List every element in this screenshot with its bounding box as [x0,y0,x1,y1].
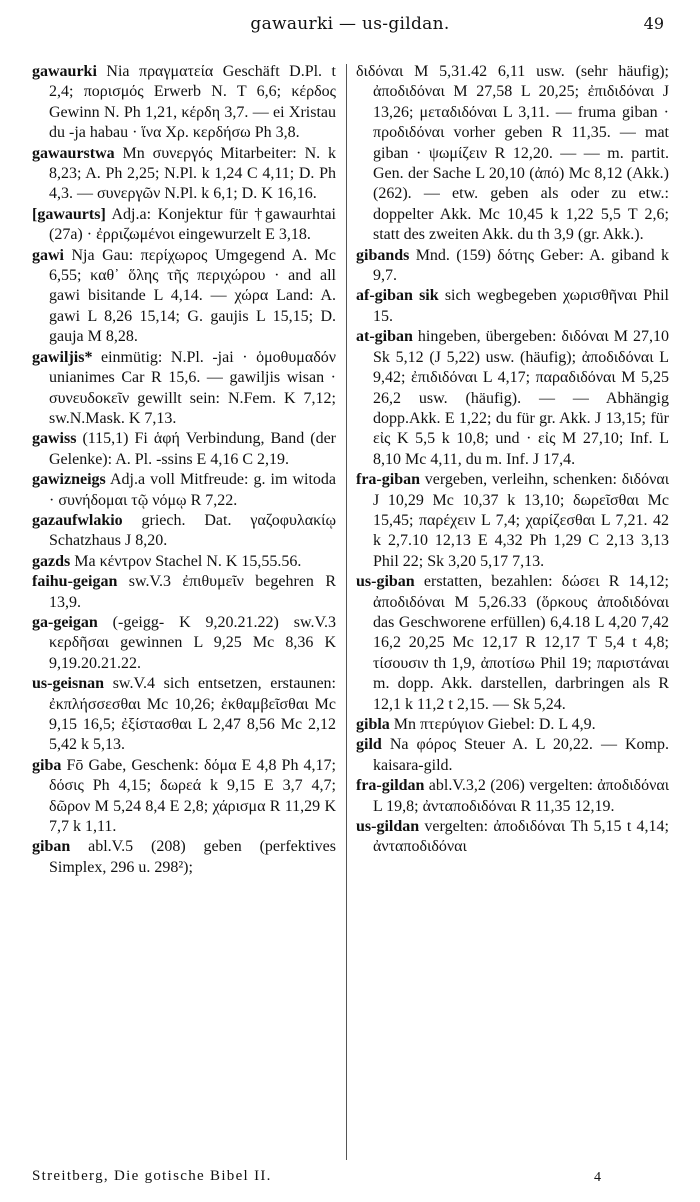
footer-signature: Streitberg, Die gotische Bibel II. [32,1168,272,1184]
entry-text: abl.V.5 (208) geben (perfektives Simplex, 296 u. 298²); [49,838,336,876]
headword: gawizneigs [32,471,106,489]
headword: faihu-geigan [32,573,118,591]
entry-text: vergelten: ἀποδιδόναι Th 5,15 t 4,14; ἀνταποδιδόναι [373,818,669,856]
dictionary-entry [32,348,336,430]
headword: ga-geigan [32,613,98,631]
dictionary-entry [356,572,669,715]
dictionary-entry [356,327,669,470]
headword: us-giban [356,573,415,591]
headword: us-geisnan [32,675,105,693]
headword: gawaurstwa [32,144,115,162]
headword: gild [356,736,382,754]
headword: [gawaurts] [32,205,106,223]
entry-text: vergeben, verleihn, schenken: διδόναι J 10,29 Mc 10,37 k 13,10; δωρεῖσθαι Mc 15,45; παρέχειν L 7,4; χαρίζεσθαι L 7,21. 42 k 2,7.10 12,13 E 4,32 Ph 1,29 C 2,13 3,13 Phil 22; Sk 3,20 5,17 7,13. [373,471,669,570]
entry-text: Adj.a voll Mitfreude: g. im witoda · συνήδομαι τῷ νόμῳ R 7,22. [49,471,336,509]
column-divider [346,64,347,1160]
entry-text: abl.V.3,2 (206) vergelten: ἀποδιδόναι L 19,8; ἀνταποδιδόναι R 11,35 12,19. [373,777,669,815]
dictionary-entry [356,286,669,327]
headword: giba [32,756,62,774]
dictionary-entry [356,715,669,735]
headword: gibands [356,246,410,264]
dictionary-entry [32,62,336,144]
headword: gazaufwlakio [32,511,123,529]
dictionary-entry [356,735,669,776]
headword: giban [32,838,71,856]
entry-text: Nia πραγματεία Geschäft D.Pl. t 2,4; πορισμός Erwerb N. T 6,6; κέρδος Gewinn N. Ph 1,21, κέρδη 3,7. — ei Xristau du -ja habau · ἵνα Χρ. κερδήσω Ph 3,8. [49,63,336,142]
entry-text: (-geigg- K 9,20.21.22) sw.V.3 κερδῆσαι gewinnen L 9,25 Mc 8,36 K 9,19.20.21.22. [49,613,336,672]
running-head [0,14,700,38]
dictionary-entry [32,837,336,878]
entry-text: sw.V.4 sich entsetzen, erstaunen: ἐκπλήσσεσθαι Mc 10,26; ἐκθαμβεῖσθαι Mc 9,15 16,5; ἐξίστασθαι L 2,47 8,56 Mc 2,12 5,42 k 5,13. [49,675,336,754]
dictionary-entry [356,776,669,817]
entry-text: Adj.a: Konjektur für †gawaurhtai (27a) · ἐρριζωμένοι eingewurzelt E 3,18. [49,205,336,244]
dictionary-entry [32,246,336,348]
headword: gawi [32,246,64,264]
entry-text: Mnd. (159) δότης Geber: A. giband k 9,7. [373,246,669,285]
entry-text: διδόναι M 5,31.42 6,11 usw. (sehr häufig); ἀποδιδόναι M 27,58 L 20,25; ἐπιδιδόναι J 13,26; μεταδιδόναι L 3,11. — fruma giban · προδιδόναι vorher geben R 11,35. — mat giban · ψωμίζειν R 12,20. — — m. partit. Gen. der Sache L 20,10 (ἀπό) Mc 8,12 (Akk.) (262). — etw. geben als oder zu etw.: doppelter Akk. Mc 10,45 k 1,22 5,5 T 2,6; statt des zweiten Akk. du th 3,9 (gr. Akk.). [356,63,669,244]
dictionary-entry-continued [356,62,669,246]
entry-text: Nja Gau: περίχωρος Umgegend A. Mc 6,55; καθ᾽ ὅλης τῆς περιχώρου · and all gawi bisitande L 4,14. — χώρα Land: A. gawi L 8,26 15,14; G. gaujis L 15,15; D. gauja M 8,28. [49,246,336,346]
dictionary-entry [32,205,336,246]
headword: gawiljis* [32,348,93,366]
dictionary-entry [32,552,336,572]
dictionary-entry [32,674,336,756]
dictionary-entry [356,817,669,858]
headword: gawiss [32,430,77,448]
headword: fra-gildan [356,777,425,795]
headword: gazds [32,552,71,570]
headword: gawaurki [32,63,97,80]
sheet-number: 4 [594,1170,601,1185]
headword: af-giban sik [356,287,439,305]
left-column [32,62,336,878]
right-column [356,62,669,858]
entry-text: sich wegbegeben χωρισθῆναι Phil 15. [373,287,669,325]
dictionary-entry [32,511,336,552]
page-title: gawaurki — us-gildan. [250,14,450,34]
entry-text: Fō Gabe, Geschenk: δόμα E 4,8 Ph 4,17; δόσις Ph 4,15; δωρεά k 9,15 E 3,7 4,7; δῶρον M 5,24 8,4 E 2,8; χάρισμα R 11,29 K 7,7 k 1,11. [49,756,336,836]
page-number: 49 [643,14,664,33]
headword: gibla [356,716,390,733]
entry-text: (115,1) Fi ἁφή Verbindung, Band (der Gelenke): A. Pl. -ssins E 4,16 C 2,19. [49,430,336,468]
dictionary-entry [356,246,669,287]
entry-text: griech. Dat. γαζοφυλακίῳ Schatzhaus J 8,20. [49,511,336,550]
dictionary-entry [32,572,336,613]
dictionary-entry [32,470,336,511]
headword: at-giban [356,328,413,346]
headword: us-gildan [356,818,420,836]
headword: fra-giban [356,471,420,489]
entry-text: sw.V.3 ἐπιθυμεῖν begehren R 13,9. [49,573,336,611]
entry-text: einmütig: N.Pl. -jai · ὁμοθυμαδόν unianimes Car R 15,6. — gawiljis wisan · συνευδοκεῖν gewillt sein: N.Fem. K 7,12; sw.N.Mask. K 7,13. [49,348,336,427]
entry-text: erstatten, bezahlen: δώσει R 14,12; ἀποδιδόναι M 5,26.33 (ὅρκους ἀποδιδόναι das Geschworene erfüllen) 6,4.18 L 4,20 7,42 16,2 20,25 Mc 12,17 R 12,17 T 5,4 t 4,8; τίσουσιν th 1,9, ἀποτίσω Phil 19; παριστάναι m. dopp. Akk. darstellen, darbringen als R 12,1 k 11,2 t 2,15. — Sk 5,24. [373,573,669,713]
dictionary-entry [356,470,669,572]
entry-text: Na φόρος Steuer A. L 20,22. — Komp. kaisara-gild. [373,736,669,774]
entry-text: Ma κέντρον Stachel N. K 15,55.56. [70,552,302,570]
entry-text: Mn συνεργός Mitarbeiter: N. k 8,23; A. Ph 2,25; N.Pl. k 1,24 C 4,11; D. Ph 4,3. — συνεργῶν N.Pl. k 6,1; D. K 16,16. [49,144,336,203]
entry-text: Mn πτερύγιον Giebel: D. L 4,9. [389,716,596,733]
entry-text: hingeben, übergeben: διδόναι M 27,10 Sk 5,12 (J 5,22) usw. (häufig); ἀποδιδόναι L 9,42; ἐπιδιδόναι L 4,17; παραδιδόναι M 5,25 26,2 usw. (häufig). — — Abhängig dopp.Akk. E 1,22; du für gr. Akk. J 13,15; für εἰς K 5,5 k 10,8; und · εἰς M 27,10; Inf. L 8,10 Mc 4,11, du m. Inf. J 17,4. [373,328,669,468]
dictionary-entry [32,429,336,470]
dictionary-entry [32,144,336,205]
dictionary-entry [32,613,336,674]
dictionary-entry [32,756,336,838]
